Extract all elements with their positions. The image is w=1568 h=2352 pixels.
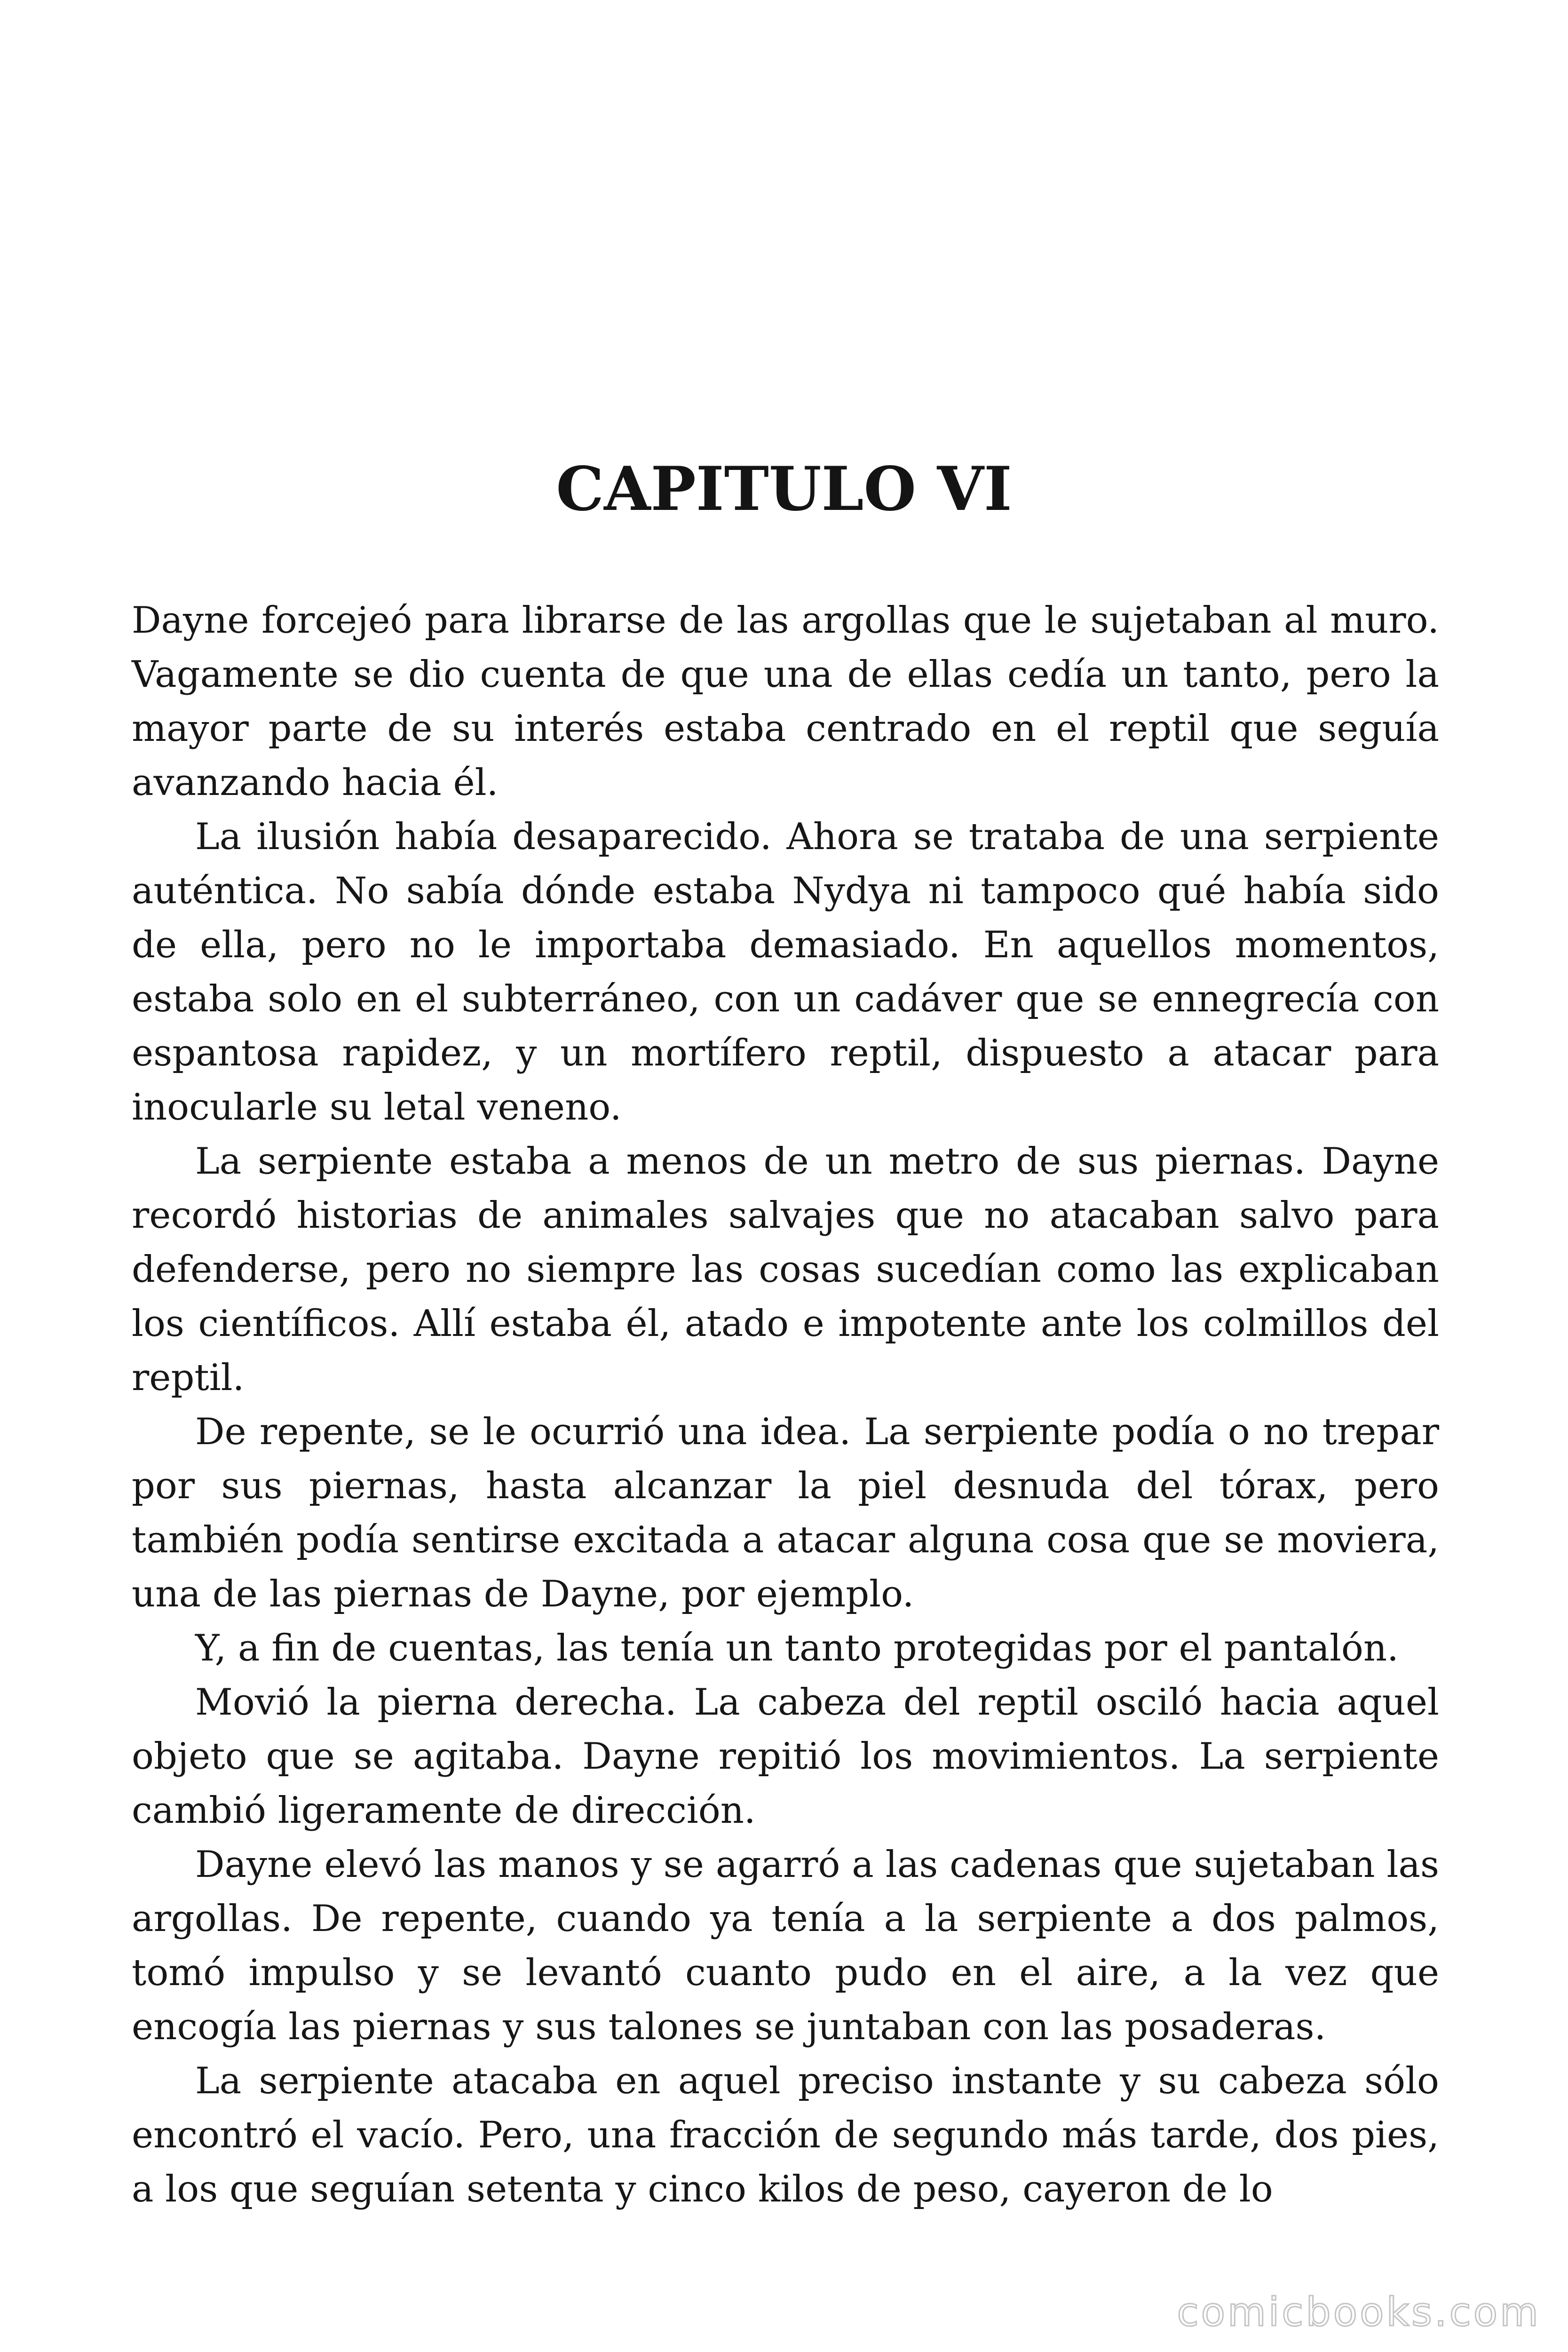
paragraph: La ilusión había desaparecido. Ahora se trataba de una serpiente auténtica. No sabía dónde estaba Nydya ni tampoco qué había sido de ella, pero no le importaba demasiado. En aquellos momentos, estaba solo en el subterráneo, con un cadáver que se ennegrecía con espantosa rapidez, y un mortífero reptil, dispuesto a atacar para inocularle su letal veneno. <box>132 816 1439 1128</box>
watermark: comicbooks.com <box>1177 2289 1541 2335</box>
chapter-title: CAPITULO VI <box>556 454 1012 524</box>
paragraph: Dayne elevó las manos y se agarró a las cadenas que sujetaban las argollas. De repente, cuando ya tenía a la serpiente a dos palmos, tomó impulso y se levantó cuanto pudo en el aire, a la vez que encogía las piernas y sus talones se juntaban con las posaderas. <box>132 1843 1439 2048</box>
paragraph: Movió la pierna derecha. La cabeza del reptil osciló hacia aquel objeto que se agitaba. Dayne repitió los movimientos. La serpiente cambió ligeramente de dirección. <box>132 1681 1439 1832</box>
paragraph: Y, a fin de cuentas, las tenía un tanto protegidas por el pantalón. <box>195 1627 1399 1669</box>
chapter-body <box>132 594 1439 2217</box>
paragraph: Dayne forcejeó para librarse de las argollas que le sujetaban al muro. Vagamente se dio cuenta de que una de ellas cedía un tanto, pero la mayor parte de su interés estaba centrado en el reptil que seguía avanzando hacia él. <box>132 599 1439 804</box>
paragraph: La serpiente estaba a menos de un metro de sus piernas. Dayne recordó historias de animales salvajes que no atacaban salvo para defenderse, pero no siempre las cosas sucedían como las explicaban los científicos. Allí estaba él, atado e impotente ante los colmillos del reptil. <box>132 1140 1439 1399</box>
paragraph: De repente, se le ocurrió una idea. La serpiente podía o no trepar por sus piernas, hasta alcanzar la piel desnuda del tórax, pero también podía sentirse excitada a atacar alguna cosa que se moviera, una de las piernas de Dayne, por ejemplo. <box>132 1411 1439 1615</box>
paragraph: La serpiente atacaba en aquel preciso instante y su cabeza sólo encontró el vacío. Pero, una fracción de segundo más tarde, dos pies, a los que seguían setenta y cinco kilos de peso, cayeron de lo <box>132 2060 1439 2210</box>
